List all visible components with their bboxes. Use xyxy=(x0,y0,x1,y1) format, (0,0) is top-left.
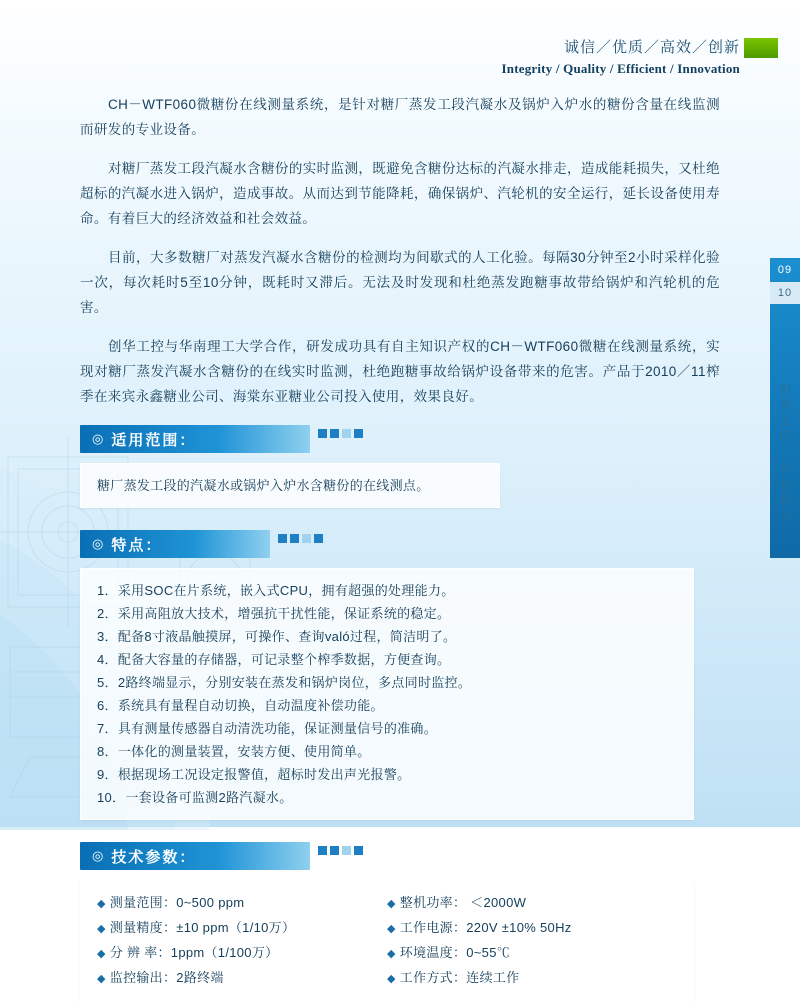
ring-icon: ◎ xyxy=(92,536,104,551)
decor-block xyxy=(342,429,351,438)
brand-accent-block xyxy=(744,38,778,58)
paragraph-2: 对糖厂蒸发工段汽凝水含糖份的实时监测，既避免含糖份达标的汽凝水排走，造成能耗损失，又杜绝超标的汽凝水进入锅炉，造成事故。从而达到节能降耗，确保锅炉、汽轮机的安全运行，延长设备使用寿命。有着巨大的经济效益和社会效益。 xyxy=(80,161,720,226)
page-number-next: 10 xyxy=(770,282,800,304)
panel-features xyxy=(80,568,694,820)
sidebar-vertical-text: 创华工控 · 产品展示 xyxy=(777,384,792,524)
header-slogan xyxy=(502,36,740,77)
slogan-chinese: 诚信／优质／高效／创新 xyxy=(563,39,740,56)
spec-row xyxy=(387,966,677,991)
scope-line-1: 糖厂蒸发工段的汽凝水或锅炉入炉水含糖份的在线测点。 xyxy=(97,478,430,493)
section-header-scope xyxy=(80,425,720,453)
section-bar-scope xyxy=(80,425,310,453)
diamond-icon: ◆ xyxy=(97,923,106,935)
decor-blocks-specs xyxy=(318,846,363,855)
paragraph-4: 创华工控与华南理工大学合作，研发成功具有自主知识产权的CH－WTF060微糖在线测量系统，实现对糖厂蒸发汽凝水含糖份的在线实时监测，杜绝跑糖事故给锅炉设备带来的危害。产品于2010／11榨季在来宾永鑫糖业公司、海棠东亚糖业公司投入使用，效果良好。 xyxy=(80,339,720,404)
spec-text: 工作方式：连续工作 xyxy=(399,970,520,985)
decor-block xyxy=(330,846,339,855)
section-header-specs xyxy=(80,842,720,870)
section-bar-specs xyxy=(80,842,310,870)
feature-item: 3．配备8寸液晶触摸屏，可操作、查询való过程，简洁明了。 xyxy=(97,629,457,644)
slogan-english: Integrity / Quality / Efficient / Innovation xyxy=(501,61,740,76)
spec-row xyxy=(97,916,387,941)
decor-blocks-scope xyxy=(318,429,363,438)
spec-row xyxy=(97,891,387,916)
spec-row xyxy=(97,941,387,966)
diamond-icon: ◆ xyxy=(387,923,396,935)
decor-block xyxy=(330,429,339,438)
panel-specs xyxy=(80,880,694,1002)
diamond-icon: ◆ xyxy=(387,973,396,985)
ring-icon: ◎ xyxy=(92,431,104,446)
ring-icon: ◎ xyxy=(92,848,104,863)
section-title-features: 特点： xyxy=(111,536,163,554)
diamond-icon: ◆ xyxy=(387,948,396,960)
spec-text: 监控输出：2路终端 xyxy=(109,970,224,985)
decor-block xyxy=(290,534,299,543)
decor-blocks-features xyxy=(278,534,323,543)
section-title-specs: 技术参数： xyxy=(111,848,197,866)
decor-block xyxy=(314,534,323,543)
paragraph-1: CH－WTF060微糖份在线测量系统，是针对糖厂蒸发工段汽凝水及锅炉入炉水的糖份含量在线监测而研发的专业设备。 xyxy=(80,97,720,137)
panel-scope xyxy=(80,463,500,508)
diamond-icon: ◆ xyxy=(387,898,396,910)
feature-item: 8．一体化的测量装置，安装方便、使用简单。 xyxy=(97,744,371,759)
feature-item: 2．采用高阻放大技术，增强抗干扰性能，保证系统的稳定。 xyxy=(97,606,451,621)
sidebar-vertical-label xyxy=(770,380,800,570)
feature-item: 5．2路终端显示，分别安装在蒸发和锅炉岗位，多点同时监控。 xyxy=(97,675,472,690)
spec-row xyxy=(97,966,387,991)
spec-text: 分 辨 率：1ppm（1/100万） xyxy=(109,945,279,960)
feature-item: 10．一套设备可监测2路汽凝水。 xyxy=(97,790,293,805)
spec-row xyxy=(387,941,677,966)
feature-item: 4．配备大容量的存储器，可记录整个榨季数据，方便查询。 xyxy=(97,652,451,667)
spec-text: 测量精度：±10 ppm（1/10万） xyxy=(109,920,296,935)
specs-column-right xyxy=(387,891,677,991)
spec-text: 工作电源：220V ±10% 50Hz xyxy=(399,920,572,935)
page-number-current: 09 xyxy=(777,264,793,276)
diamond-icon: ◆ xyxy=(97,898,106,910)
section-title-scope: 适用范围： xyxy=(111,431,197,449)
feature-item: 7．具有测量传感器自动清洗功能，保证测量信号的准确。 xyxy=(97,721,438,736)
section-bar-features xyxy=(80,530,270,558)
decor-block xyxy=(278,534,287,543)
spec-row xyxy=(387,916,677,941)
decor-block xyxy=(302,534,311,543)
diamond-icon: ◆ xyxy=(97,973,106,985)
spec-row xyxy=(387,891,677,916)
feature-item: 1．采用SOC在片系统，嵌入式CPU，拥有超强的处理能力。 xyxy=(97,583,455,598)
decor-block xyxy=(342,846,351,855)
specs-column-left xyxy=(97,891,387,991)
spec-text: 整机功率： ＜2000W xyxy=(399,895,527,910)
feature-item: 6．系统具有量程自动切换，自动温度补偿功能。 xyxy=(97,698,384,713)
section-header-features xyxy=(80,530,720,558)
spec-text: 环境温度：0~55℃ xyxy=(399,945,511,960)
diamond-icon: ◆ xyxy=(97,948,106,960)
decor-block xyxy=(354,429,363,438)
decor-block xyxy=(318,846,327,855)
decor-block xyxy=(354,846,363,855)
main-content xyxy=(80,92,720,1002)
spec-text: 测量范围：0~500 ppm xyxy=(109,895,245,910)
paragraph-3: 目前，大多数糖厂对蒸发汽凝水含糖份的检测均为间歇式的人工化验。每隔30分钟至2小时采样化验一次，每次耗时5至10分钟，既耗时又滞后。无法及时发现和杜绝蒸发跑糖事故带给锅炉和汽轮机的危害。 xyxy=(80,250,720,315)
feature-item: 9．根据现场工况设定报警值，超标时发出声光报警。 xyxy=(97,767,411,782)
decor-block xyxy=(318,429,327,438)
